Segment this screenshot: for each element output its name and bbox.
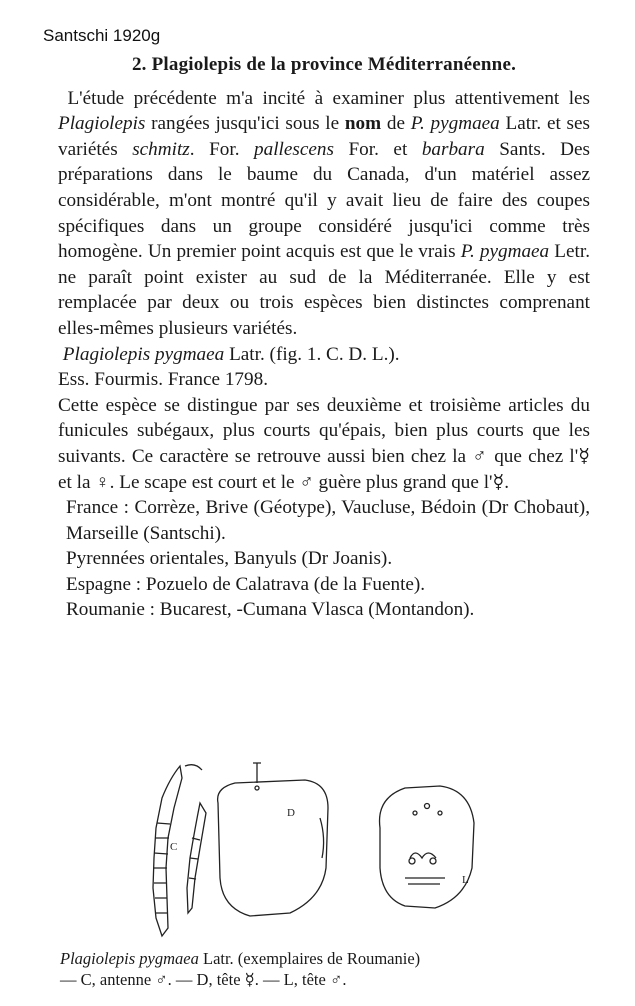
head-drawing-d	[218, 763, 328, 916]
reference-line: Ess. Fourmis. France 1798.	[58, 369, 268, 391]
figure-label-c: C	[170, 841, 178, 853]
locality-roumanie: Roumanie : Bucarest, -Cumana Vlasca (Montandon).	[66, 599, 475, 621]
figure-label-d: D	[287, 807, 295, 819]
antenna-drawing	[153, 765, 206, 936]
figure-1	[140, 758, 490, 943]
source-label: Santschi 1920g	[43, 26, 161, 45]
figure-label-l: L	[462, 874, 469, 886]
figure-caption: Plagiolepis pygmaea Latr. (exemplaires de Roumanie) — C, antenne ♂. — D, tête ☿. — L, tête ♂.	[60, 949, 421, 989]
species-heading: Plagiolepis pygmaea Latr. (fig. 1. C. D. L.).	[62, 343, 400, 365]
head-drawing-l	[380, 786, 474, 908]
section-heading	[58, 52, 590, 78]
locality-france: France : Corrèze, Brive (Géotype), Vaucluse, Bédoin (Dr Chobaut), Marseille (Santschi).	[66, 497, 590, 544]
locality-pyrenees: Pyrennées orientales, Banyuls (Dr Joanis).	[66, 548, 393, 570]
section-title: Plagiolepis de la province Méditerranéenne.	[151, 54, 517, 75]
section-number: 2.	[131, 54, 147, 75]
intro-paragraph: L'étude précédente m'a incité à examiner plus attentivement les Plagiolepis rangées jusqu'ici sous le nom de P. pygmaea Latr. et ses variétés schmitz. For. pallescens For. et barbara Sants. Des préparations dans le baume du Canada, d'un matériel assez considérable, m'ont montré qu'il y avait lieu de faire des coupes spécifiques dans un groupe considéré jusqu'ici comme très homogène. Un premier point acquis est que le vrais P. pygmaea Letr. ne paraît point exister au sud de la Méditerranée. Elle y est remplacée par deux ou trois espèces bien distinctes comprenant elles-mêmes plusieurs variétés.	[58, 87, 591, 339]
document-page	[58, 52, 590, 623]
description-paragraph: Cette espèce se distingue par ses deuxième et troisième articles du funicules subégaux, plus courts qu'épais, bien plus courts que les suivants. Ce caractère se retrouve aussi bien chez la ♂ que chez l'☿ et la ♀. Le scape est court et le ♂ guère plus grand que l'☿.	[58, 394, 590, 493]
locality-espagne: Espagne : Pozuelo de Calatrava (de la Fuente).	[66, 573, 426, 595]
